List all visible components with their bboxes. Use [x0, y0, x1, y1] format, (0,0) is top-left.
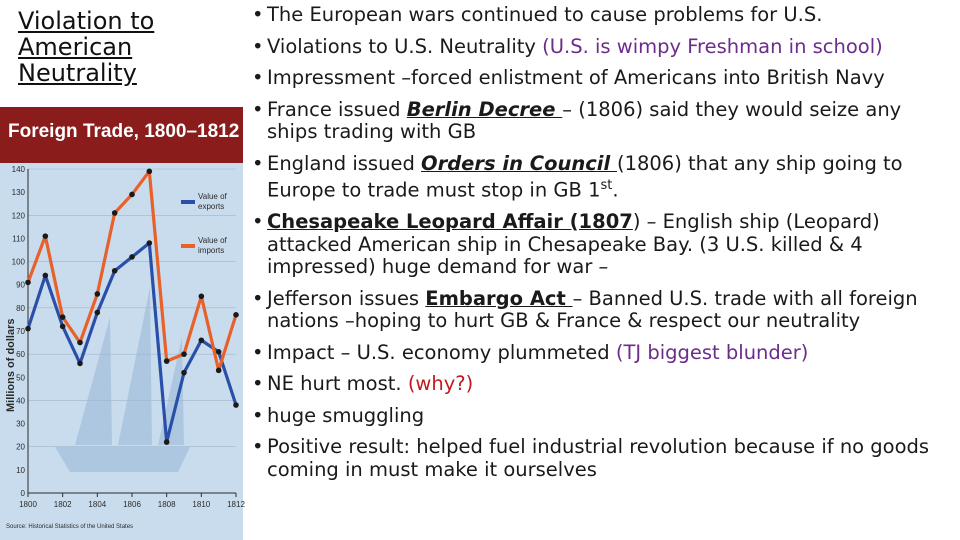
bullet-text: (U.S. is wimpy Freshman in school)	[542, 34, 883, 58]
bullet-text: ) – English ship (Leopard) attacked American ship in Chesapeake Bay. (3 U.S. killed & 4 impressed) huge demand for war –	[267, 210, 880, 278]
x-tick-label: 1810	[192, 500, 211, 509]
title-line-1: Violation to	[18, 7, 155, 35]
bullet-item	[252, 4, 952, 27]
y-tick-label: 70	[16, 327, 25, 336]
data-point	[147, 240, 153, 246]
data-point	[129, 254, 135, 260]
bullet-text: The European wars continued to cause problems for U.S.	[267, 3, 823, 26]
data-point	[60, 314, 66, 320]
legend-label: imports	[198, 246, 225, 255]
bullet-item	[252, 211, 952, 279]
y-tick-label: 120	[11, 211, 25, 221]
x-tick-label: 1812	[227, 500, 245, 509]
data-point	[60, 324, 66, 330]
bullet-item	[252, 405, 952, 428]
data-point	[181, 351, 187, 357]
bullet-text: Chesapeake Leopard Affair (1807	[267, 210, 633, 233]
data-point	[181, 370, 187, 376]
bullet-text: Positive result: helped fuel industrial revolution because if no goods coming in must make it ourselves	[267, 435, 930, 481]
legend-label: Value of	[198, 236, 227, 245]
bullet-text: Jefferson issues	[267, 286, 426, 310]
data-point	[164, 439, 170, 445]
chart-source: Source: Historical Statistics of the United States	[6, 524, 134, 530]
y-tick-label: 10	[16, 465, 25, 475]
bullet-item	[252, 288, 952, 333]
bullet-item	[252, 99, 952, 144]
bullet-item	[252, 342, 952, 365]
bullet-text: Orders in Council	[421, 151, 617, 175]
y-tick-label: 110	[12, 234, 25, 244]
data-point	[25, 280, 31, 286]
y-tick-label: 130	[11, 188, 25, 198]
foreign-trade-chart	[0, 107, 243, 540]
data-point	[77, 361, 83, 367]
data-point	[233, 312, 239, 318]
bullet-text: – Banned U.S. trade with all foreign nations –hoping to hurt GB & France & respect our neutrality	[267, 286, 918, 332]
chart-title: Foreign Trade, 1800–1812	[8, 121, 240, 142]
bullet-text: France issued	[267, 97, 407, 121]
y-tick-label: 30	[16, 419, 25, 429]
bullet-text: Impressment –forced enlistment of Americans into British Navy	[267, 66, 885, 89]
data-point	[43, 233, 49, 239]
bullet-text: .	[612, 178, 619, 202]
bullet-text: huge smuggling	[267, 403, 425, 427]
slide-title	[18, 8, 218, 86]
legend-label: exports	[198, 202, 225, 211]
data-point	[199, 293, 205, 299]
y-tick-label: 140	[11, 165, 25, 174]
bullet-text: Berlin Decree	[406, 97, 563, 121]
y-tick-label: 100	[11, 257, 25, 267]
y-tick-label: 90	[16, 280, 25, 290]
data-point	[43, 273, 49, 279]
y-tick-label: 50	[16, 373, 25, 383]
data-point	[216, 349, 222, 355]
y-tick-label: 40	[16, 396, 25, 406]
bullet-text: (1806) that any ship going to Europe to trade must stop in GB 1	[267, 151, 903, 202]
bullet-item	[252, 67, 952, 90]
bullet-list	[252, 4, 952, 490]
data-point	[77, 340, 83, 346]
data-point	[95, 291, 101, 297]
y-tick-label: 80	[16, 303, 25, 313]
bullet-text: Embargo Act	[425, 286, 573, 310]
chart-ylabel: Millions of dollars	[5, 318, 17, 412]
bullet-text: (why?)	[407, 372, 474, 395]
x-tick-label: 1806	[123, 500, 141, 509]
legend-label: Value of	[198, 192, 227, 201]
bullet-item	[252, 373, 952, 396]
bullet-text: NE hurt most.	[267, 372, 408, 395]
y-tick-label: 0	[20, 489, 25, 498]
bullet-text: England issued	[267, 151, 422, 175]
y-tick-label: 60	[16, 350, 25, 360]
x-tick-label: 1802	[53, 500, 72, 509]
data-point	[112, 268, 118, 274]
x-tick-label: 1800	[19, 500, 37, 509]
data-point	[25, 326, 31, 332]
data-point	[129, 192, 135, 198]
data-point	[164, 358, 170, 364]
data-point	[199, 337, 205, 343]
bullet-text: Violations to U.S. Neutrality	[267, 34, 543, 58]
chart-svg	[0, 107, 243, 540]
bullet-text: Impact – U.S. economy plummeted	[267, 340, 616, 364]
bullet-text: st	[600, 178, 613, 193]
data-point	[95, 310, 101, 316]
bullet-item	[252, 36, 952, 59]
bullet-item	[252, 436, 952, 481]
bullet-text: (TJ biggest blunder)	[615, 340, 809, 364]
data-point	[147, 169, 153, 175]
data-point	[112, 210, 118, 216]
title-line-3: Neutrality	[18, 59, 137, 87]
data-point	[216, 368, 222, 374]
legend-swatch	[181, 200, 195, 204]
x-tick-label: 1808	[157, 500, 176, 509]
data-point	[233, 402, 239, 408]
y-tick-label: 20	[16, 442, 25, 452]
title-line-2: American	[18, 33, 133, 61]
legend-swatch	[181, 244, 195, 248]
x-tick-label: 1804	[88, 500, 107, 509]
bullet-text: – (1806) said they would seize any ships trading with GB	[267, 97, 902, 143]
bullet-item	[252, 153, 952, 203]
